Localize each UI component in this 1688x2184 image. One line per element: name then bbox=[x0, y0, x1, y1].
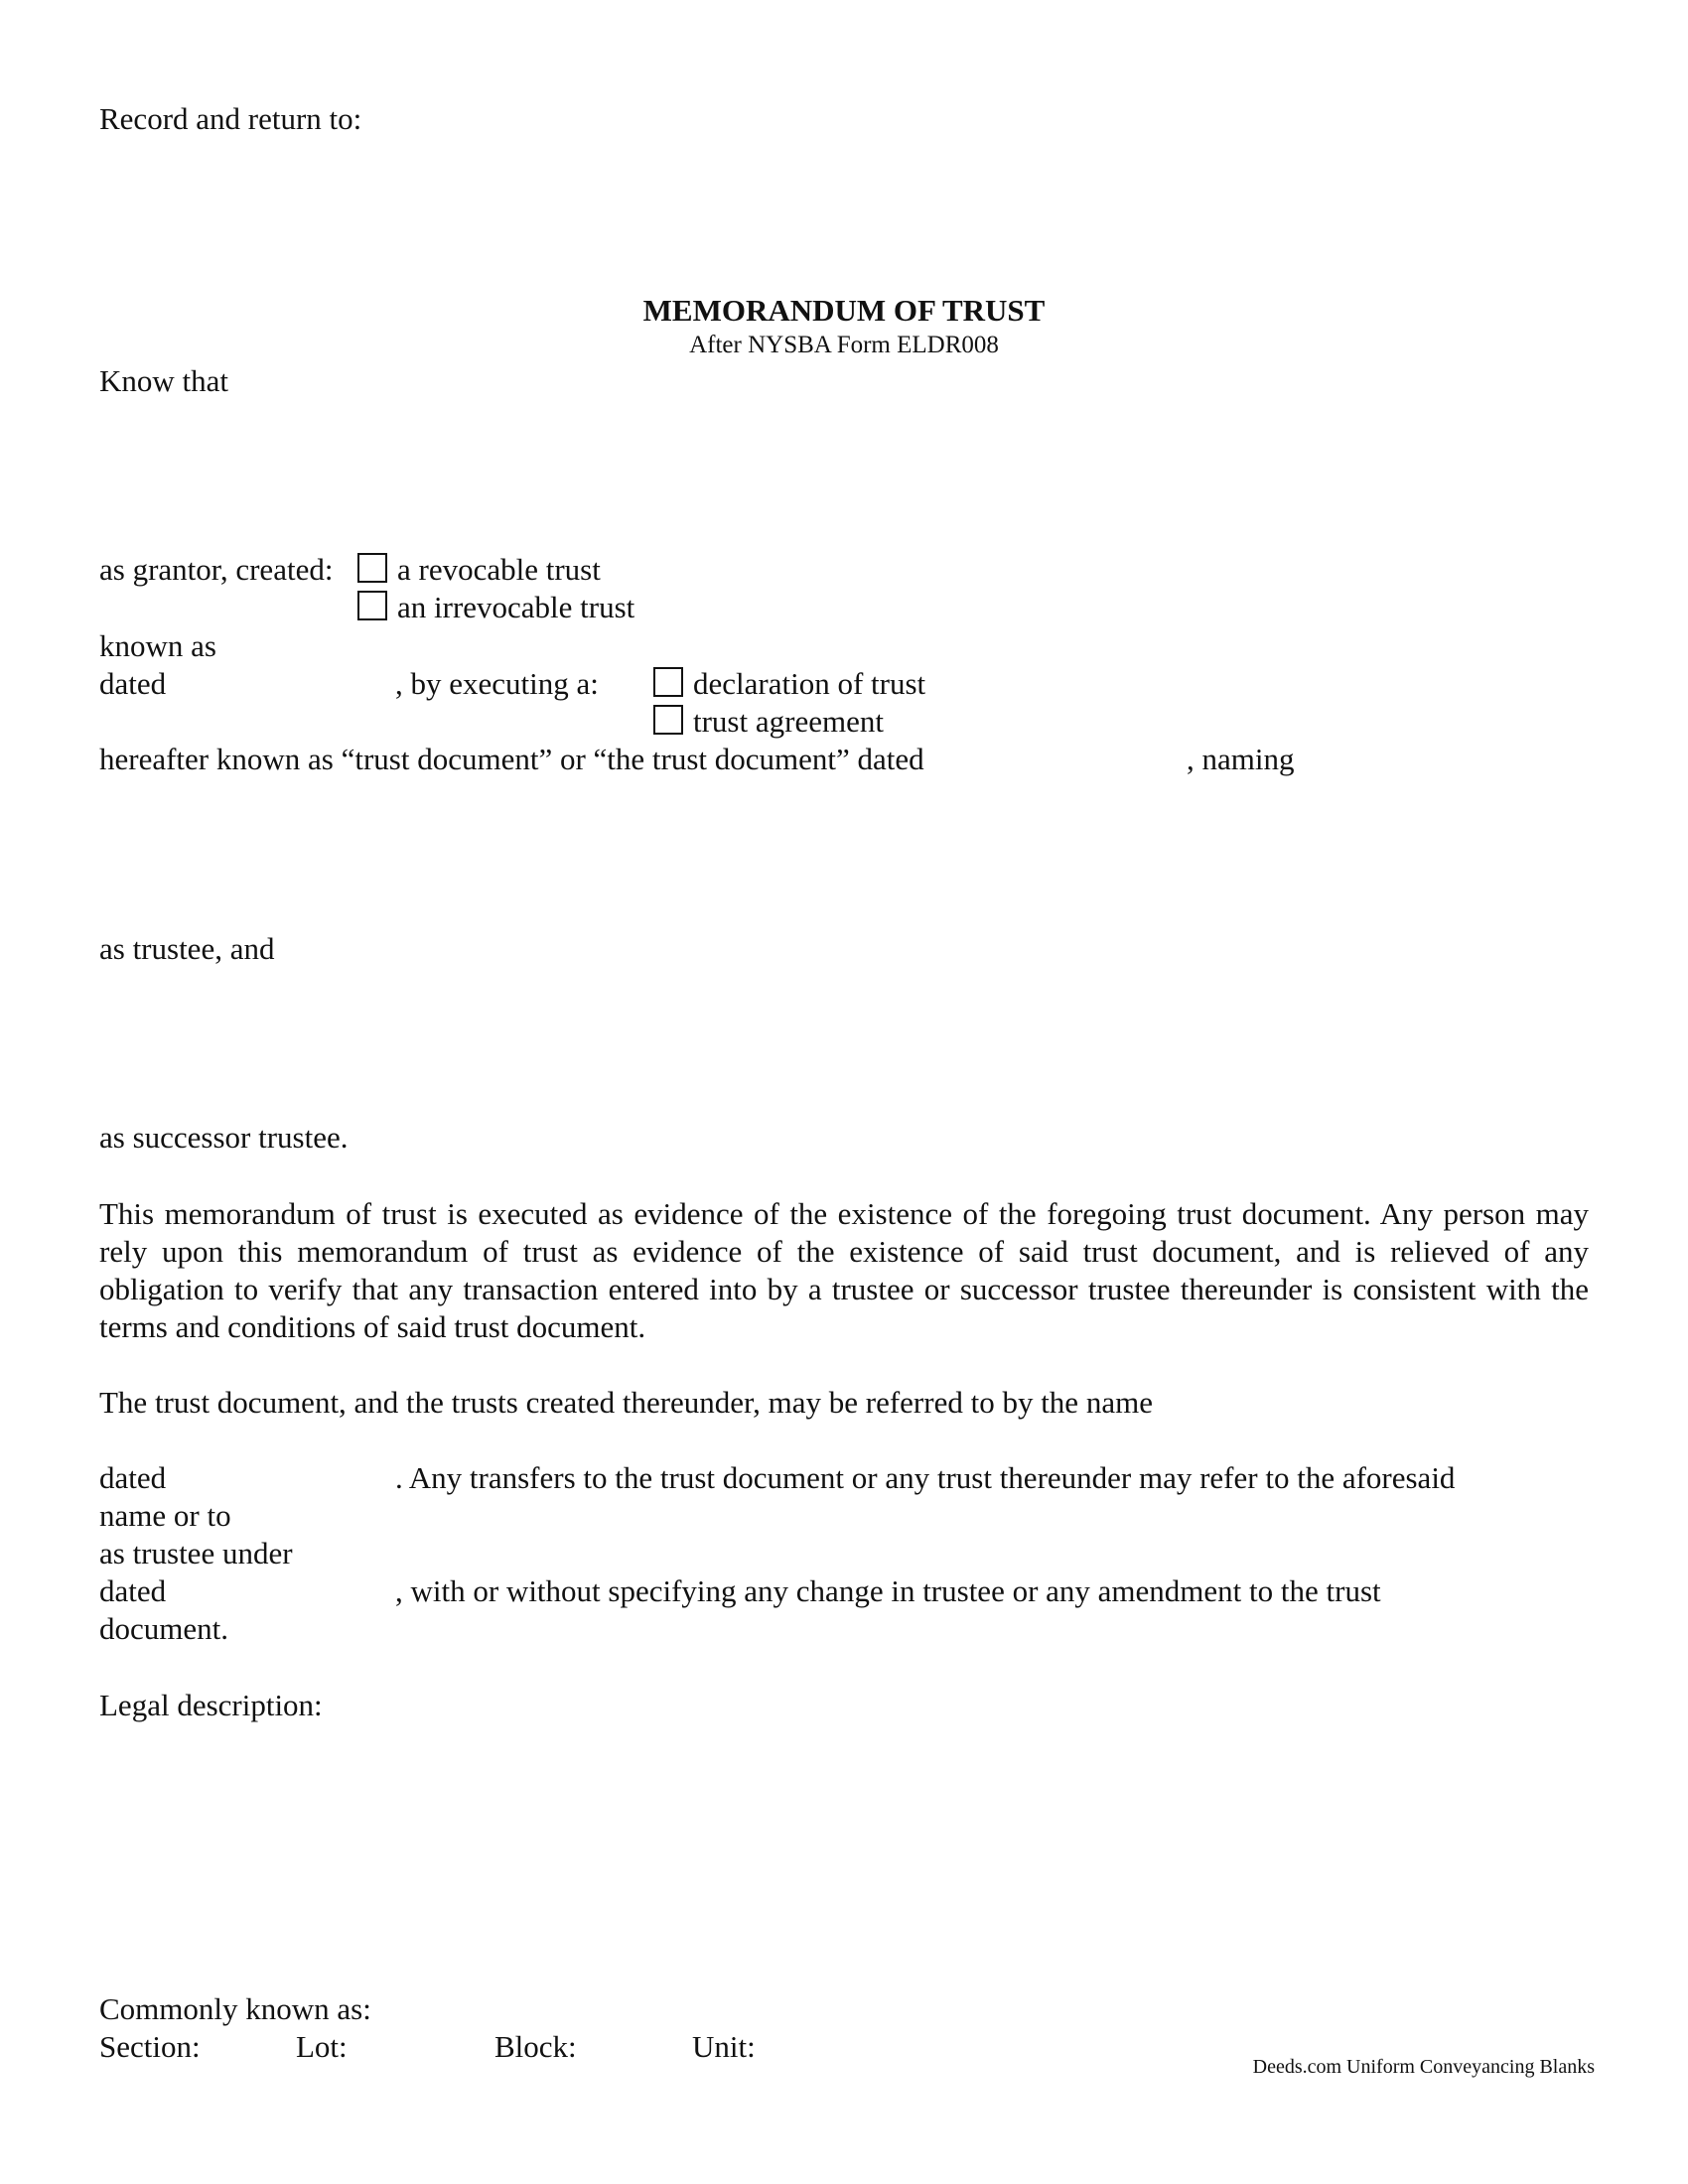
grantor-label: as grantor, created: bbox=[99, 552, 334, 587]
footer-text: Deeds.com Uniform Conveyancing Blanks bbox=[1252, 2056, 1595, 2078]
transfers-clause-1: . Any transfers to the trust document or any trust thereunder may refer to the aforesaid bbox=[395, 1460, 1456, 1495]
as-trustee-label: as trustee, and bbox=[99, 931, 275, 966]
record-return-label: Record and return to: bbox=[99, 101, 362, 136]
lot-label: Lot: bbox=[296, 2029, 348, 2064]
declaration-of-trust-label: declaration of trust bbox=[693, 666, 926, 701]
revocable-trust-label: a revocable trust bbox=[397, 552, 601, 587]
known-as-label: known as bbox=[99, 628, 216, 663]
name-or-to-label: name or to bbox=[99, 1498, 231, 1533]
irrevocable-trust-checkbox[interactable] bbox=[357, 591, 387, 620]
hereafter-known-text: hereafter known as “trust document” or “the trust document” dated bbox=[99, 742, 924, 776]
transfers-dated-label-2: dated bbox=[99, 1573, 167, 1608]
trust-agreement-label: trust agreement bbox=[693, 704, 884, 739]
dated-label: dated bbox=[99, 666, 167, 701]
irrevocable-trust-label: an irrevocable trust bbox=[397, 590, 635, 624]
as-successor-trustee-label: as successor trustee. bbox=[99, 1120, 349, 1155]
legal-description-label: Legal description: bbox=[99, 1688, 323, 1722]
transfers-clause-2: , with or without specifying any change in trustee or any amendment to the trust bbox=[395, 1573, 1381, 1608]
by-executing-label: , by executing a: bbox=[395, 666, 599, 701]
commonly-known-label: Commonly known as: bbox=[99, 1991, 371, 2026]
document-subtitle: After NYSBA Form ELDR008 bbox=[689, 332, 999, 358]
document-end-label: document. bbox=[99, 1611, 228, 1646]
evidence-paragraph: This memorandum of trust is executed as evidence of the existence of the foregoing trust document. Any person may rely upon this memorandum of trust as evidence of the existence of said trust document, and is relieved of any obligation to verify that any transaction entered into by a trustee or successor trustee thereunder is consistent with the terms and conditions of said trust document. bbox=[99, 1196, 1589, 1344]
revocable-trust-checkbox[interactable] bbox=[357, 553, 387, 583]
as-trustee-under-label: as trustee under bbox=[99, 1536, 293, 1570]
name-paragraph: The trust document, and the trusts created thereunder, may be referred to by the name bbox=[99, 1385, 1153, 1420]
trust-agreement-checkbox[interactable] bbox=[653, 705, 683, 735]
know-that-label: Know that bbox=[99, 363, 229, 398]
declaration-of-trust-checkbox[interactable] bbox=[653, 667, 683, 697]
section-label: Section: bbox=[99, 2029, 201, 2064]
transfers-dated-label-1: dated bbox=[99, 1460, 167, 1495]
document-title: MEMORANDUM OF TRUST bbox=[642, 293, 1046, 328]
block-label: Block: bbox=[494, 2029, 577, 2064]
naming-text: , naming bbox=[1187, 742, 1295, 776]
unit-label: Unit: bbox=[692, 2029, 756, 2064]
